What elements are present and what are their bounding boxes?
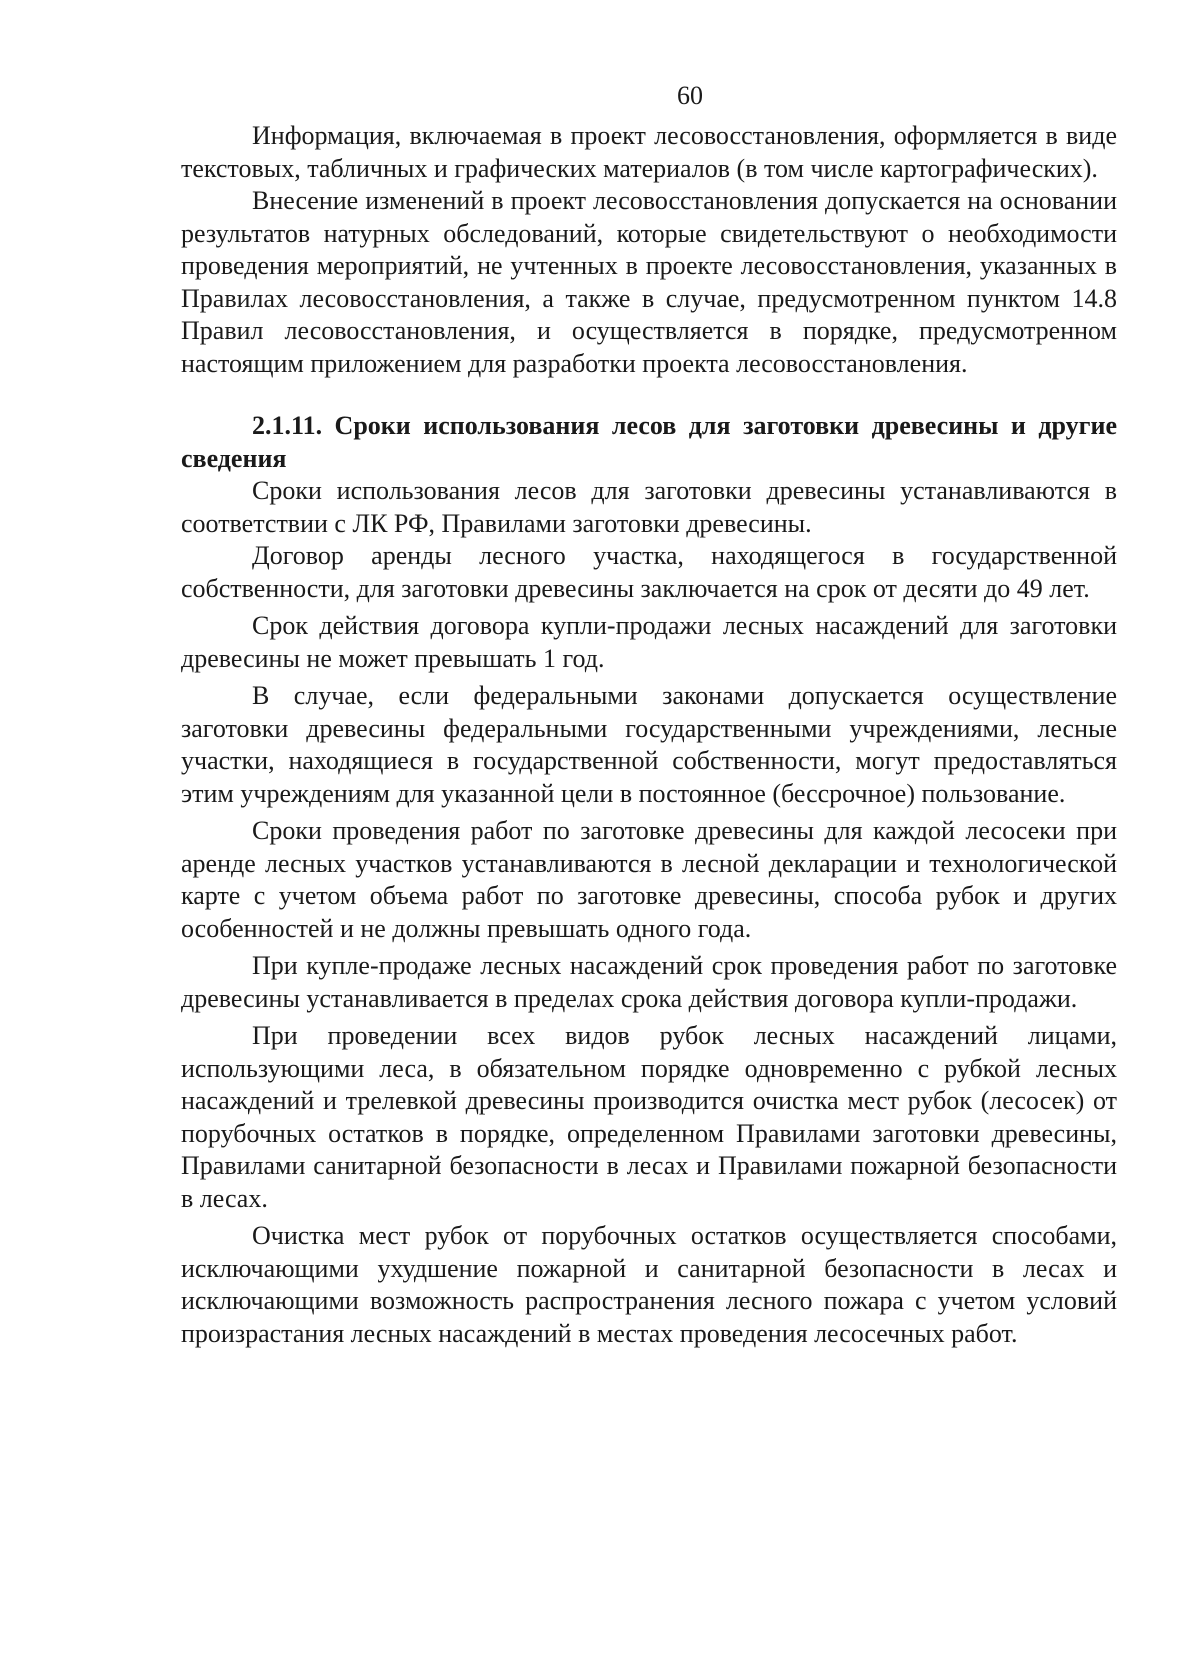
- section-heading: 2.1.11. Сроки использования лесов для заготовки древесины и другие сведения: [181, 411, 1117, 473]
- document-body: [181, 120, 1117, 1350]
- paragraph: Внесение изменений в проект лесовосстановления допускается на основании результатов натурных обследований, которые свидетельствуют о необходимости проведения мероприятий, не учтенных в проекте лесовосстановления, указанных в Правилах лесовосстановления, а также в случае, предусмотренном пунктом 14.8 Правил лесовосстановления, и осуществляется в порядке, предусмотренном настоящим приложением для разработки проекта лесовосстановления.: [181, 186, 1117, 378]
- paragraph: При проведении всех видов рубок лесных насаждений лицами, использующими леса, в обязательном порядке одновременно с рубкой лесных насаждений и трелевкой древесины производится очистка мест рубок (лесосек) от порубочных остатков в порядке, определенном Правилами заготовки древесины, Правилами санитарной безопасности в лесах и Правилами пожарной безопасности в лесах.: [181, 1021, 1117, 1213]
- paragraph: Сроки проведения работ по заготовке древесины для каждой лесосеки при аренде лесных участков устанавливаются в лесной декларации и технологической карте с учетом объема работ по заготовке древесины, способа рубок и других особенностей и не должны превышать одного года.: [181, 816, 1117, 943]
- page-number: 60: [677, 81, 703, 110]
- paragraph: Срок действия договора купли-продажи лесных насаждений для заготовки древесины не может превышать 1 год.: [181, 611, 1117, 673]
- paragraph: При купле-продаже лесных насаждений срок проведения работ по заготовке древесины устанавливается в пределах срока действия договора купли-продажи.: [181, 951, 1117, 1013]
- paragraph: В случае, если федеральными законами допускается осуществление заготовки древесины федеральными государственными учреждениями, лесные участки, находящиеся в государственной собственности, могут предоставляться этим учреждениям для указанной цели в постоянное (бессрочное) пользование.: [181, 681, 1117, 808]
- paragraph: Очистка мест рубок от порубочных остатков осуществляется способами, исключающими ухудшение пожарной и санитарной безопасности в лесах и исключающими возможность распространения лесного пожара с учетом условий произрастания лесных насаждений в местах проведения лесосечных работ.: [181, 1221, 1117, 1348]
- paragraph: Сроки использования лесов для заготовки древесины устанавливаются в соответствии с ЛК РФ, Правилами заготовки древесины.: [181, 476, 1117, 538]
- paragraph: Договор аренды лесного участка, находящегося в государственной собственности, для заготовки древесины заключается на срок от десяти до 49 лет.: [181, 541, 1117, 603]
- paragraph: Информация, включаемая в проект лесовосстановления, оформляется в виде текстовых, табличных и графических материалов (в том числе картографических).: [181, 121, 1117, 183]
